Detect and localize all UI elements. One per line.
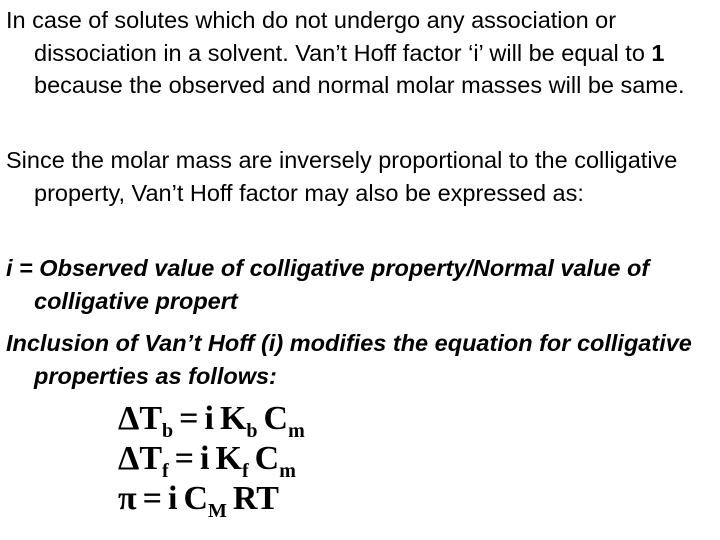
equation-constant: K [219,400,247,437]
paragraph-no-association [6,4,720,102]
paragraph-vant-hoff-definition: i = Observed value of colligative property/Normal value of colligative propert [6,255,650,314]
equation-osmotic-pressure [118,480,279,522]
equation-factor: i [204,400,214,437]
paragraph-inclusion: Inclusion of Van’t Hoff (i) modifies the equation for colligative properties as follows: [6,330,692,389]
equation-concentration-subscript: m [288,420,305,442]
equation-concentration: C [183,480,209,517]
equation-equals: = [142,480,163,517]
equation-freezing-point-depression [118,440,296,482]
equation-factor: i [200,440,210,477]
equation-rt: RT [232,480,279,517]
equation-lhs-subscript: f [162,460,169,482]
equation-equals: = [179,400,199,437]
equation-constant: K [215,440,242,477]
equation-factor: i [168,480,178,517]
paragraph-inverse-proportion: Since the molar mass are inversely proportional to the colligative property, Van’t Hoff factor may also be expressed as: [6,147,678,206]
paragraph-text: In case of solutes which do not undergo any association or dissociation in a solvent. Van’t Hoff factor ‘i’ will be equal to [6,7,652,66]
equation-lhs: π [118,480,137,517]
equation-concentration-subscript: M [208,500,227,522]
equation-concentration: C [263,400,289,437]
equation-constant-subscript: f [241,460,249,482]
equation-lhs-subscript: b [162,420,174,442]
equation-concentration: C [254,440,280,477]
equation-equals: = [174,440,195,477]
equation-concentration-subscript: m [279,460,296,482]
equation-lhs: ΔT [118,400,162,437]
value-one: 1 [651,39,665,66]
equation-boiling-point-elevation [118,400,305,442]
equation-lhs: ΔT [118,440,162,477]
paragraph-text: because the observed and normal molar masses will be same. [34,72,685,98]
equation-constant-subscript: b [246,420,258,442]
